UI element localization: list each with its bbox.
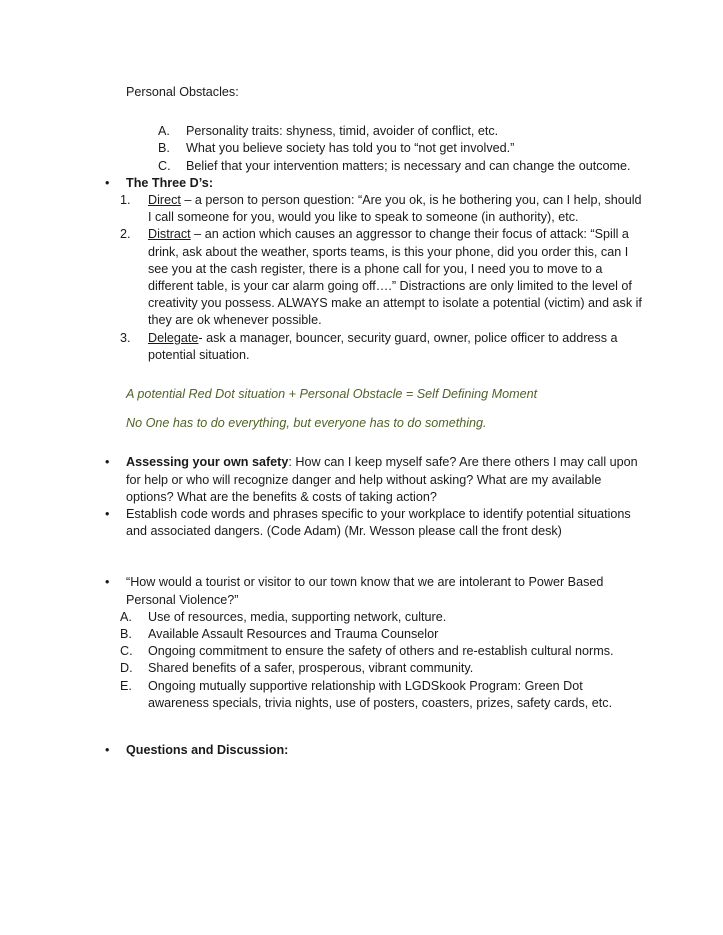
closing-label: Questions and Discussion (126, 743, 285, 758)
personal-obstacles-heading: Personal Obstacles: (126, 85, 239, 99)
list-marker-a: A. (158, 124, 170, 139)
tourist-question-text: “How would a tourist or visitor to our town know that we are intolerant to Power Based Personal Violence?” (126, 575, 604, 607)
tourist-answer-text: Ongoing commitment to ensure the safety of others and re-establish cultural norms. (148, 644, 614, 659)
three-ds-heading-colon: : (208, 175, 214, 190)
list-marker-2: 2. (120, 227, 131, 242)
tourist-question-bullet (105, 574, 645, 608)
spacer (104, 403, 645, 415)
list-marker-c: C. (120, 644, 133, 659)
tourist-answer-item (120, 643, 645, 660)
spacer (104, 540, 645, 574)
tourist-answer-text: Available Assault Resources and Trauma Counselor (148, 627, 439, 642)
tourist-answer-text: Ongoing mutually supportive relationship with LGDSkook Program: Green Dot awareness specials, trivia nights, use of posters, coasters, prizes, safety cards, etc. (148, 678, 613, 710)
safety-bullet-text: Establish code words and phrases specific to your workplace to identify potential situations and associated dangers. (Code Adam) (Mr. Wesson please call the front desk) (126, 507, 631, 539)
tourist-answer-item (120, 609, 645, 626)
safety-bullet-code-words (105, 506, 645, 540)
list-marker-b: B. (120, 627, 132, 642)
three-ds-heading-label: The Three D’s (126, 175, 209, 190)
tourist-answer-text: Use of resources, media, supporting network, culture. (148, 609, 447, 624)
safety-bullet-assessing (105, 454, 645, 506)
bullet-icon: • (105, 507, 110, 522)
spacer (104, 432, 645, 454)
three-ds-term: Distract (148, 227, 191, 242)
spacer (104, 364, 645, 386)
list-marker-c: C. (158, 158, 171, 173)
list-marker-b: B. (158, 141, 170, 156)
tourist-answer-item (120, 678, 645, 712)
safety-bullet-label: Assessing your own safety (126, 455, 289, 470)
three-ds-item (120, 226, 645, 329)
three-ds-item (120, 330, 645, 364)
three-ds-description: – a person to person question: “Are you ok, is he bothering you, can I help, should I call someone for you, would you like to speak to someone (in authority), etc. (148, 193, 642, 225)
three-ds-term: Direct (148, 193, 181, 208)
list-marker-1: 1. (120, 193, 131, 208)
accent-line-self-defining-moment: A potential Red Dot situation + Personal Obstacle = Self Defining Moment (126, 387, 538, 402)
spacer (104, 712, 645, 742)
safety-bullet-text: : How can I keep myself safe? Are there others I may call upon for help or who will recognize danger and help without asking? What are my available options? What are the benefits & costs of taking action? (126, 455, 638, 504)
list-marker-e: E. (120, 678, 132, 693)
list-marker-d: D. (120, 661, 133, 676)
three-ds-description: – an action which causes an aggressor to change their focus of attack: “Spill a drink, ask about the weather, sports teams, is this your phone, did you order this, can I see you at the cash register, there is a phone call for you, I need you to move to a different table, is your car alarm going off….” Distractions are only limited to the level of creativity you possess. ALWAYS make an attempt to isolate a potential (victim) and ask if they are ok whenever possible. (148, 227, 642, 328)
tourist-answer-text: Shared benefits of a safer, prosperous, vibrant community. (148, 661, 474, 676)
closing-bullet (105, 742, 645, 759)
personal-obstacle-text: Belief that your intervention matters; is necessary and can change the outcome. (186, 158, 631, 173)
three-ds-description: - ask a manager, bouncer, security guard, owner, police officer to address a potential situation. (148, 330, 618, 362)
bullet-icon: • (105, 575, 110, 590)
bullet-icon: • (105, 743, 110, 758)
personal-obstacle-item (158, 140, 645, 157)
document-body (104, 84, 645, 759)
personal-obstacle-text: What you believe society has told you to “not get involved.” (186, 141, 515, 156)
tourist-answer-item (120, 626, 645, 643)
personal-obstacle-text: Personality traits: shyness, timid, avoider of conflict, etc. (186, 124, 499, 139)
three-ds-heading (105, 175, 645, 192)
list-marker-a: A. (120, 609, 132, 624)
three-ds-item (120, 192, 645, 226)
personal-obstacle-item (158, 158, 645, 175)
spacer (104, 101, 645, 123)
closing-colon: : (284, 743, 289, 758)
three-ds-term: Delegate (148, 330, 199, 345)
tourist-answer-item (120, 660, 645, 677)
bullet-icon: • (105, 455, 110, 470)
personal-obstacle-item (158, 123, 645, 140)
bullet-icon: • (105, 175, 110, 190)
accent-line-everyone-something: No One has to do everything, but everyone has to do something. (126, 416, 487, 431)
list-marker-3: 3. (120, 330, 131, 345)
